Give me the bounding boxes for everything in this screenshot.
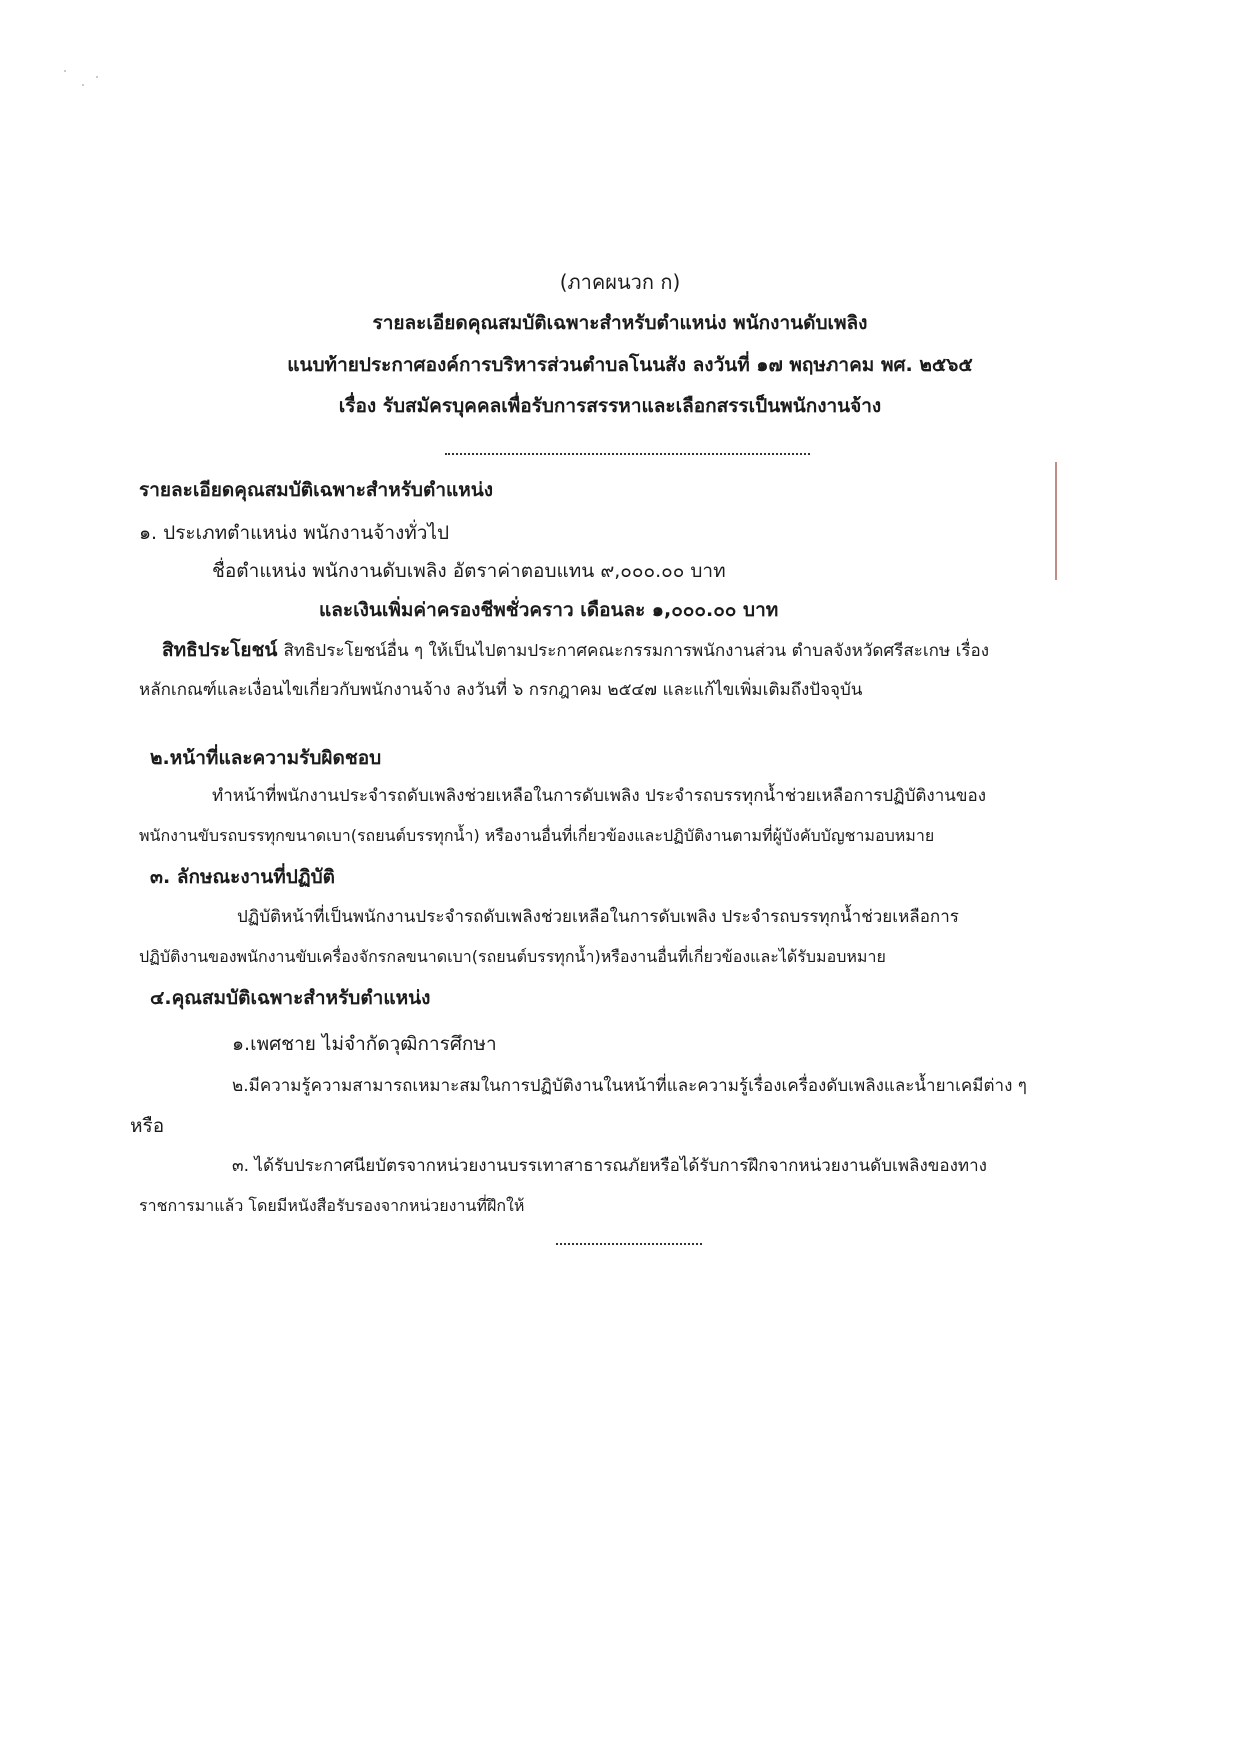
position-line: ชื่อตำแหน่ง พนักงานดับเพลิง อัตราค่าตอบแทน ๙,๐๐๐.๐๐ บาท <box>212 560 726 582</box>
section-heading: รายละเอียดคุณสมบัติเฉพาะสำหรับตำแหน่ง <box>139 479 494 501</box>
section-3-line-2: ปฏิบัติงานของพนักงานขับเครื่องจักรกลขนาดเบา(รถยนต์บรรทุกน้ำ)หรืองานอื่นที่เกี่ยวข้องและได้รับมอบหมาย <box>139 947 886 966</box>
qualification-2-line-2: หรือ <box>130 1115 165 1137</box>
scan-speck <box>64 70 66 72</box>
section-2-line-2: พนักงานขับรถบรรทุกขนาดเบา(รถยนต์บรรทุกน้ำ) หรืองานอื่นที่เกี่ยวข้องและปฏิบัติงานตามที่ผู้บังคับบัญชามอบหมาย <box>139 826 935 845</box>
footer-divider <box>556 1243 702 1245</box>
qualification-3-line-2: ราชการมาแล้ว โดยมีหนังสือรับรองจากหน่วยงานที่ฝึกให้ <box>139 1196 525 1215</box>
section-3-title: ๓. ลักษณะงานที่ปฏิบัติ <box>150 866 335 888</box>
scan-speck <box>82 84 84 86</box>
qualification-3-line-1: ๓. ได้รับประกาศนียบัตรจากหน่วยงานบรรเทาสาธารณภัยหรือได้รับการฝึกจากหน่วยงานดับเพลิงของทาง <box>232 1156 987 1176</box>
section-1-title: ๑. ประเภทตำแหน่ง พนักงานจ้างทั่วไป <box>139 522 450 544</box>
annex-label: (ภาคผนวก ก) <box>559 270 681 294</box>
document-subject: เรื่อง รับสมัครบุคคลเพื่อรับการสรรหาและเลือกสรรเป็นพนักงานจ้าง <box>338 395 882 417</box>
benefit-line-2: หลักเกณฑ์และเงื่อนไขเกี่ยวกับพนักงานจ้าง ลงวันที่ ๖ กรกฎาคม ๒๕๔๗ และแก้ไขเพิ่มเติมถึงปัจจุบัน <box>139 680 863 700</box>
qualification-2-line-1: ๒.มีความรู้ความสามารถเหมาะสมในการปฏิบัติงานในหน้าที่และความรู้เรื่องเครื่องดับเพลิงและน้ำยาเคมีต่าง ๆ <box>232 1076 1027 1096</box>
section-3-line-1: ปฏิบัติหน้าที่เป็นพนักงานประจำรถดับเพลิงช่วยเหลือในการดับเพลิง ประจำรถบรรทุกน้ำช่วยเหลือการ <box>237 907 959 927</box>
section-2-title: ๒.หน้าที่และความรับผิดชอบ <box>150 747 382 769</box>
section-2-line-1: ทำหน้าที่พนักงานประจำรถดับเพลิงช่วยเหลือในการดับเพลิง ประจำรถบรรทุกน้ำช่วยเหลือการปฏิบัติงานของ <box>212 786 987 806</box>
document-subtitle: แนบท้ายประกาศองค์การบริหารส่วนตำบลโนนสัง ลงวันที่ ๑๗ พฤษภาคม พศ. ๒๕๖๕ <box>287 354 973 376</box>
scan-speck <box>96 76 98 78</box>
section-4-title: ๔.คุณสมบัติเฉพาะสำหรับตำแหน่ง <box>150 987 431 1009</box>
scan-mark-line <box>1055 462 1057 580</box>
allowance-line: และเงินเพิ่มค่าครองชีพชั่วคราว เดือนละ ๑,๐๐๐.๐๐ บาท <box>319 599 779 621</box>
benefit-label: สิทธิประโยชน์ <box>162 639 278 661</box>
qualification-1: ๑.เพศชาย ไม่จำกัดวุฒิการศึกษา <box>232 1033 497 1055</box>
header-divider <box>445 453 810 455</box>
benefit-line-1 <box>162 637 989 664</box>
benefit-text: สิทธิประโยชน์อื่น ๆ ให้เป็นไปตามประกาศคณะกรรมการพนักงานส่วน ตำบลจังหวัดศรีสะเกษ เรื่อง <box>283 641 990 661</box>
document-title: รายละเอียดคุณสมบัติเฉพาะสำหรับตำแหน่ง พนักงานดับเพลิง <box>372 312 868 334</box>
